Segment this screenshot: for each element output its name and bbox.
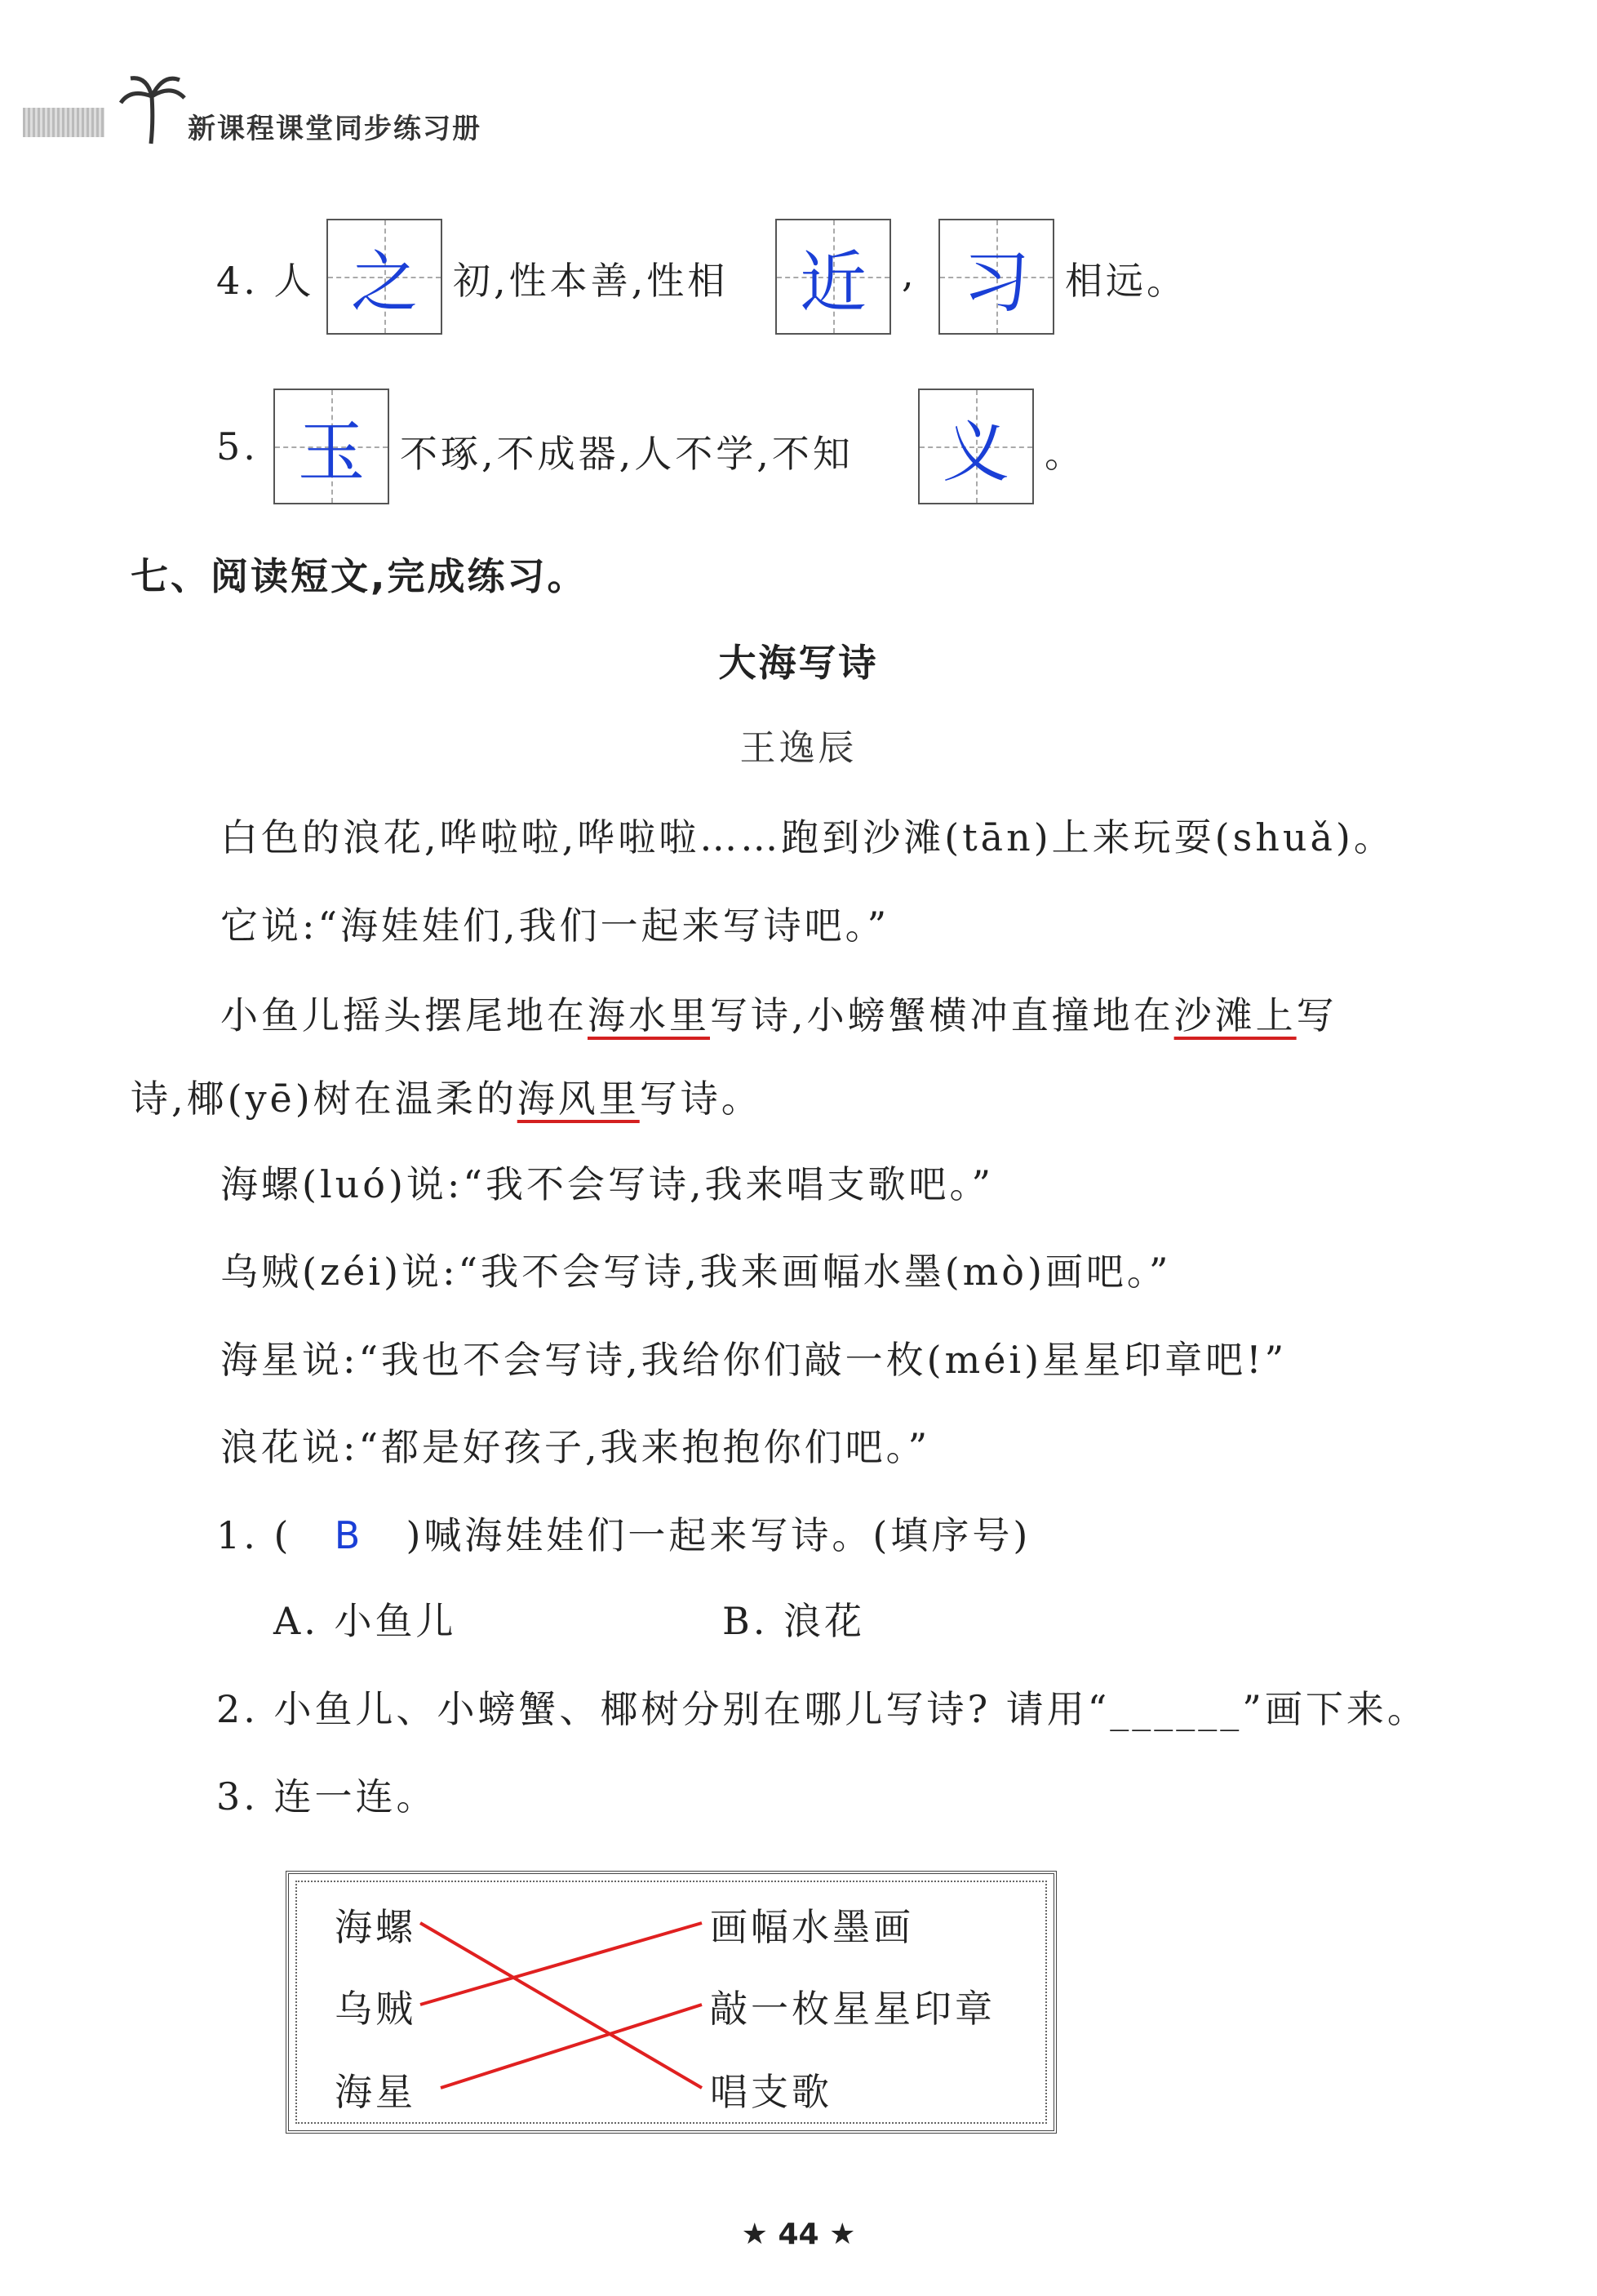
match-right-3: 唱支歌 xyxy=(710,2070,832,2114)
q4-middle: 初,性本善,性相 xyxy=(453,259,729,303)
q1-answer: B xyxy=(334,1513,364,1557)
q1-open: 1. ( xyxy=(216,1513,292,1557)
match-line-1 xyxy=(420,1923,702,2088)
p3-text-d: 诗,椰(yē)树在温柔的 xyxy=(131,1077,517,1121)
passage-paragraph-6: 海星说:“我也不会写诗,我给你们敲一枚(méi)星星印章吧!” xyxy=(220,1338,1288,1382)
q5-answer-box-1 xyxy=(273,389,389,504)
question-3: 3. 连一连。 xyxy=(216,1774,437,1819)
p3-text-e: 写诗。 xyxy=(639,1077,762,1121)
passage-paragraph-5: 乌贼(zéi)说:“我不会写诗,我来画幅水墨(mò)画吧。” xyxy=(220,1250,1172,1294)
match-right-2: 敲一枚星星印章 xyxy=(710,1987,996,2031)
q5-end: 。 xyxy=(1045,432,1085,476)
match-left-3: 海星 xyxy=(335,2070,416,2114)
passage-author: 王逸辰 xyxy=(739,727,858,769)
q4-answer-box-1 xyxy=(326,219,442,335)
q4-answer-2: 近 xyxy=(799,243,867,322)
q1-option-a: A. 小鱼儿 xyxy=(273,1599,457,1643)
q4-end: 相远。 xyxy=(1065,259,1187,303)
q4-answer-box-3 xyxy=(938,219,1054,335)
header-title: 新课程课堂同步练习册 xyxy=(188,113,481,145)
underline-answer-1: 海水里 xyxy=(588,993,710,1037)
q4-answer-1: 之 xyxy=(350,243,418,322)
q5-answer-2: 义 xyxy=(942,413,1009,491)
match-line-2 xyxy=(420,1923,702,2005)
passage-title: 大海写诗 xyxy=(718,641,879,685)
passage-paragraph-7: 浪花说:“都是好孩子,我来抱抱你们吧。” xyxy=(220,1425,931,1469)
p3-text-c: 写 xyxy=(1296,993,1337,1037)
page-number: ★ 44 ★ xyxy=(741,2218,856,2251)
section-heading: 七、阅读短文,完成练习。 xyxy=(131,554,588,598)
underline-answer-3: 海风里 xyxy=(517,1077,640,1121)
p3-text-a: 小鱼儿摇头摆尾地在 xyxy=(220,993,588,1037)
q1-option-b: B. 浪花 xyxy=(722,1599,866,1643)
q1-close: )喊海娃娃们一起来写诗。(填序号) xyxy=(406,1513,1031,1557)
q5-middle: 不琢,不成器,人不学,不知 xyxy=(400,432,854,476)
q5-answer-1: 玉 xyxy=(297,413,365,491)
passage-paragraph-4: 海螺(luó)说:“我不会写诗,我来唱支歌吧。” xyxy=(220,1162,995,1206)
underline-answer-2: 沙滩上 xyxy=(1173,993,1297,1037)
q4-answer-box-2 xyxy=(775,219,891,335)
q5-answer-box-2 xyxy=(918,389,1034,504)
match-line-3 xyxy=(441,2005,702,2088)
p3-text-b: 写诗,小螃蟹横冲直撞地在 xyxy=(710,993,1174,1037)
question-2: 2. 小鱼儿、小螃蟹、椰树分别在哪儿写诗? 请用“______”画下来。 xyxy=(216,1687,1428,1731)
passage-paragraph-1: 白色的浪花,哗啦啦,哗啦啦……跑到沙滩(tān)上来玩耍(shuǎ)。 xyxy=(220,815,1395,859)
match-left-1: 海螺 xyxy=(335,1905,416,1949)
q5-prefix: 5. xyxy=(216,424,259,469)
passage-paragraph-2: 它说:“海娃娃们,我们一起来写诗吧。” xyxy=(220,904,890,948)
q4-comma: , xyxy=(902,251,917,295)
q4-prefix: 4. 人 xyxy=(216,259,315,303)
match-right-1: 画幅水墨画 xyxy=(710,1905,914,1949)
q4-answer-3: 习 xyxy=(962,243,1030,322)
match-left-2: 乌贼 xyxy=(335,1987,416,2031)
